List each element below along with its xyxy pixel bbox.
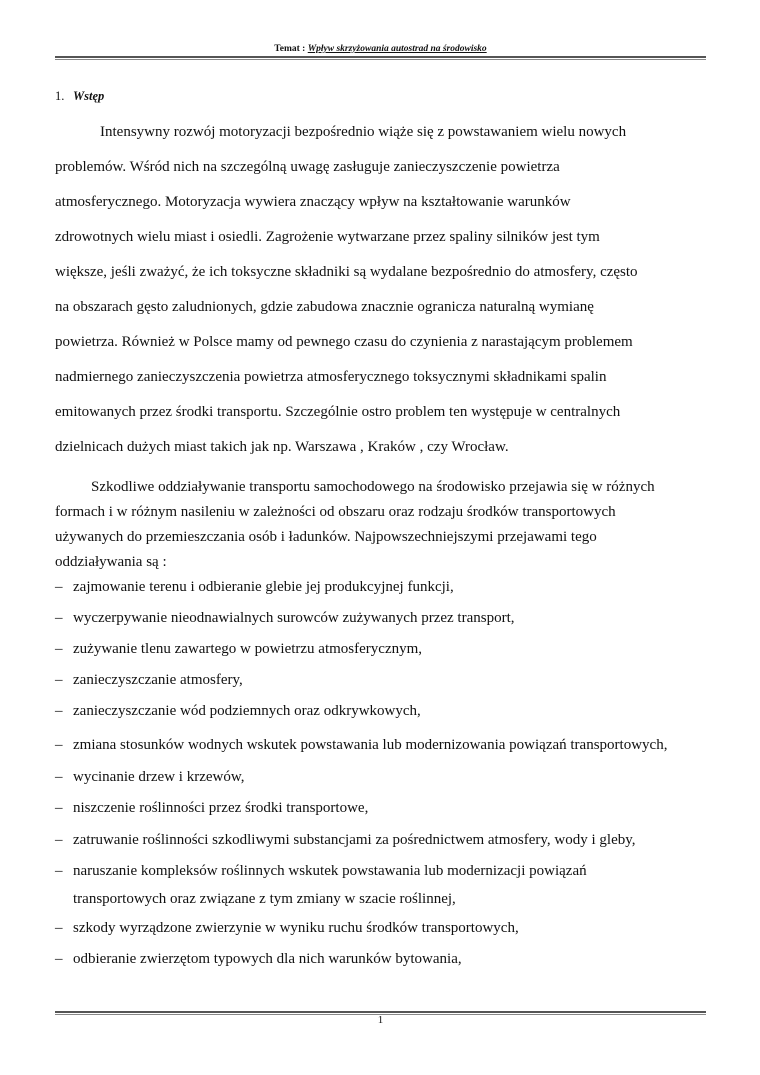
list-item-continuation: transportowych oraz związane z tym zmiany w szacie roślinnej, — [73, 891, 456, 907]
paragraph-line: problemów. Wśród nich na szczególną uwagę zasługuje zanieczyszczenie powietrza — [55, 159, 560, 175]
paragraph-line: na obszarach gęsto zaludnionych, gdzie zabudowa znacznie ogranicza naturalną wymianę — [55, 299, 594, 315]
section-title: Wstęp — [73, 89, 105, 103]
list-item-text: zmiana stosunków wodnych wskutek powstawania lub modernizowania powiązań transportowych, — [73, 737, 668, 753]
section-heading — [55, 89, 104, 104]
paragraph-line: emitowanych przez środki transportu. Szczególnie ostro problem ten występuje w centralnych — [55, 404, 621, 420]
list-bullet: – — [55, 800, 63, 816]
list-bullet: – — [55, 641, 63, 657]
list-bullet: – — [55, 920, 63, 936]
list-bullet: – — [55, 579, 63, 595]
page-header — [55, 44, 706, 54]
header-rule-thin — [55, 59, 706, 60]
paragraph-line: Intensywny rozwój motoryzacji bezpośrednio wiąże się z powstawaniem wielu nowych — [100, 124, 627, 140]
header-prefix: Temat : — [274, 44, 308, 54]
paragraph-line: atmosferycznego. Motoryzacja wywiera znaczący wpływ na kształtowanie warunków — [55, 194, 571, 210]
section-number: 1. — [55, 89, 65, 103]
list-item-text: szkody wyrządzone zwierzynie w wyniku ruchu środków transportowych, — [73, 920, 519, 936]
paragraph-line: dzielnicach dużych miast takich jak np. Warszawa , Kraków , czy Wrocław. — [55, 439, 509, 455]
paragraph-line: zdrowotnych wielu miast i osiedli. Zagrożenie wytwarzane przez spaliny silników jest tym — [55, 229, 600, 245]
list-item-text: wycinanie drzew i krzewów, — [73, 769, 245, 785]
footer-rule — [55, 1011, 706, 1013]
list-bullet: – — [55, 769, 63, 785]
list-bullet: – — [55, 737, 63, 753]
list-item-text: niszczenie roślinności przez środki transportowe, — [73, 800, 369, 816]
paragraph-line: używanych do przemieszczania osób i ładunków. Najpowszechniejszymi przejawami tego — [55, 529, 597, 545]
list-bullet: – — [55, 951, 63, 967]
impact-paragraph — [55, 475, 715, 575]
header-rule — [55, 56, 706, 58]
list-bullet: – — [55, 610, 63, 626]
list-item-text: naruszanie kompleksów roślinnych wskutek powstawania lub modernizacji powiązań — [73, 863, 587, 879]
list-item-text: zajmowanie terenu i odbieranie glebie jej produkcyjnej funkcji, — [73, 579, 454, 595]
list-item-text: wyczerpywanie nieodnawialnych surowców zużywanych przez transport, — [73, 610, 515, 626]
header-subject: Wpływ skrzyżowania autostrad na środowisko — [307, 44, 487, 54]
list-item-text: zanieczyszczanie wód podziemnych oraz odkrywkowych, — [73, 703, 421, 719]
paragraph-line: powietrza. Również w Polsce mamy od pewnego czasu do czynienia z narastającym problemem — [55, 334, 633, 350]
paragraph-line: Szkodliwe oddziaływanie transportu samochodowego na środowisko przejawia się w różnych — [91, 479, 655, 495]
intro-paragraph — [55, 115, 715, 465]
list-bullet: – — [55, 832, 63, 848]
list-bullet: – — [55, 672, 63, 688]
paragraph-line: nadmiernego zanieczyszczenia powietrza atmosferycznego toksycznymi składnikami spalin — [55, 369, 607, 385]
list-bullet: – — [55, 703, 63, 719]
list-item-text: zatruwanie roślinności szkodliwymi substancjami za pośrednictwem atmosfery, wody i gleby, — [73, 832, 636, 848]
paragraph-line: większe, jeśli zważyć, że ich toksyczne składniki są wydalane bezpośrednio do atmosfery, często — [55, 264, 638, 280]
paragraph-line: oddziaływania są : — [55, 554, 167, 570]
list-item-text: odbieranie zwierzętom typowych dla nich warunków bytowania, — [73, 951, 462, 967]
list-item-text: zużywanie tlenu zawartego w powietrzu atmosferycznym, — [73, 641, 423, 657]
list-bullet: – — [55, 863, 63, 879]
paragraph-line: formach i w różnym nasileniu w zależności od obszaru oraz rodzaju środków transportowych — [55, 504, 616, 520]
page-number: 1 — [377, 1014, 384, 1026]
list-item-text: zanieczyszczanie atmosfery, — [73, 672, 243, 688]
